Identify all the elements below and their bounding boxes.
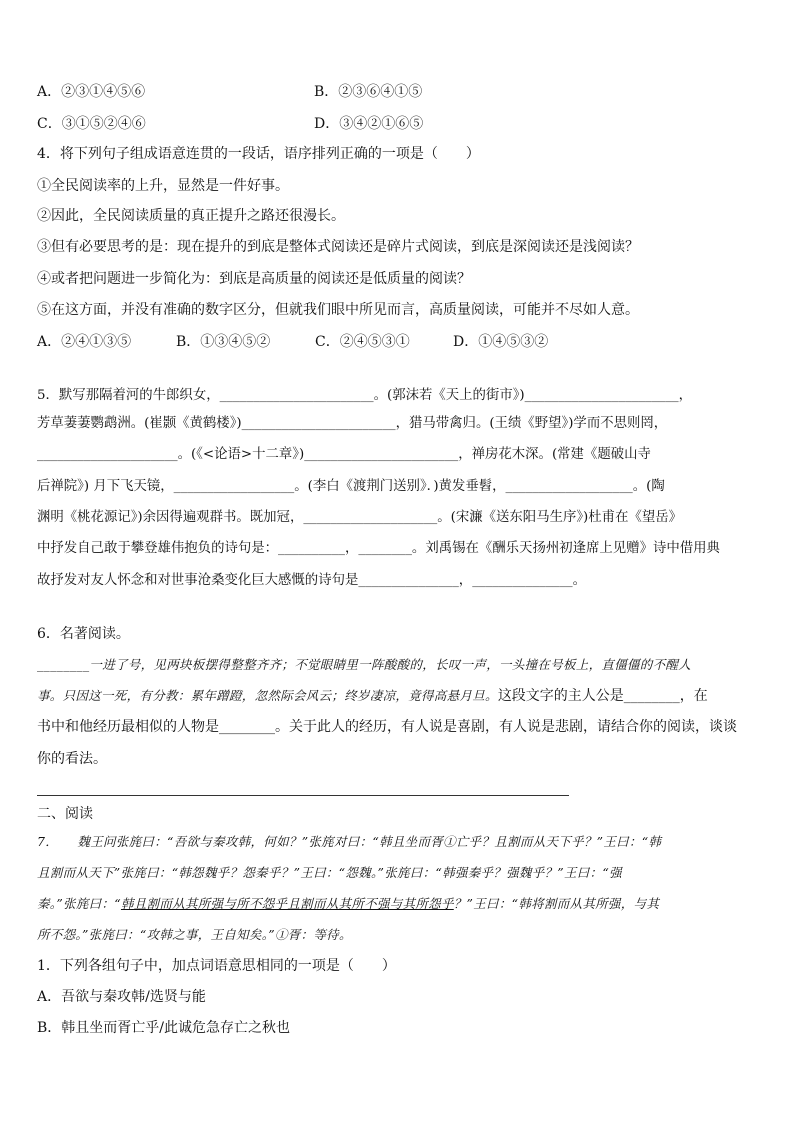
passage-line-2: 且割而从天下”张旄曰：“韩怨魏乎？怨秦乎？”王曰：“怨魏。”张旄曰：“韩强秦乎？强魏乎？”王曰：“强 (37, 865, 622, 880)
sub-question-option-b: B．韩且坐而胥亡乎/此诚危急存亡之秋也 (37, 1020, 291, 1036)
q5-line-3: _____________________。(《<论语>十二章》)_______________________，禅房花木深。(常建《题破山寺 (37, 447, 651, 462)
q4-option-b: B．①③④⑤② (176, 334, 271, 350)
q5-line-6: 中抒发自己敢于攀登雄伟抱负的诗句是：__________，________。刘禹锡在《酬乐天扬州初逢席上见赠》诗中借用典 (37, 541, 720, 556)
q4-sentence-2: ②因此，全民阅读质量的真正提升之路还很漫长。 (37, 208, 345, 224)
q4-option-a: A．②④①③⑤ (37, 334, 132, 350)
passage-text: ？”王曰：“韩将割而从其所强，与其 (453, 896, 660, 911)
q4-stem: 4．将下列句子组成语意连贯的一段话，语序排列正确的一项是（ ） (37, 146, 480, 162)
section-title: 二、阅读 (37, 806, 93, 822)
q5-line-5: 渊明《桃花源记》)余因得遍观群书。既加冠，____________________。(宋濂《送东阳马生序》)杜甫在《望岳》 (37, 510, 683, 525)
underlined-sentence: 韩且割而从其所强与所不怨乎且割而从其所不强与其所怨乎 (120, 896, 454, 911)
passage-text: 秦。”张旄曰：“ (37, 896, 121, 911)
q5-line-2: 芳草萋萋鹦鹉洲。(崔颢《黄鹤楼》)_______________________，猎马带禽归。(王绩《野望》)学而不思则罔， (37, 416, 668, 431)
q6-passage-quote: 事。只因这一死，有分教：累年蹭蹬，忽然际会风云；终岁凄凉，竟得高悬月旦。 (37, 688, 498, 703)
q5-line-1: 5．默写那隔着河的牛郎织女，_______________________。(郭沫若《天上的街市》)_______________________， (37, 388, 693, 403)
q3-option-b: B．②③⑥④①⑤ (314, 84, 423, 100)
q4-sentence-1: ①全民阅读率的上升，显然是一件好事。 (37, 178, 289, 194)
q4-sentence-3: ③但有必要思考的是：现在提升的到底是整体式阅读还是碎片式阅读，到底是深阅读还是浅阅读？ (37, 239, 639, 255)
q6-title: 6．名著阅读。 (37, 626, 130, 642)
q6-passage-line-2 (37, 686, 708, 706)
q6-passage-line-1: ________一进了号，见两块板摆得整整齐齐；不觉眼睛里一阵酸酸的，长叹一声，一头撞在号板上，直僵僵的不醒人 (37, 657, 692, 672)
q4-sentence-4: ④或者把问题进一步简化为：到底是高质量的阅读还是低质量的阅读？ (37, 271, 471, 287)
q4-option-d: D．①④⑤③② (453, 334, 549, 350)
q4-option-c: C．②④⑤③① (315, 334, 410, 350)
sub-question-option-a: A．吾欲与秦攻韩/选贤与能 (37, 989, 206, 1005)
q3-option-c: C．③①⑤②④⑥ (37, 116, 146, 132)
q6-line-4: 你的看法。 (37, 751, 107, 767)
passage-line-1: 7． 魏王问张旄曰：“吾欲与秦攻韩，何如？”张旄对曰：“韩且坐而胥①亡乎？且割而从天下乎？”王曰：“韩 (37, 834, 662, 849)
q3-option-a: A．②③①④⑤⑥ (37, 84, 146, 100)
sub-question-1: 1．下列各组句子中，加点词语意思相同的一项是（ ） (37, 958, 396, 974)
passage-line-3 (37, 894, 659, 914)
q6-line-3: 书中和他经历最相似的人物是________。关于此人的经历，有人说是喜剧，有人说是悲剧，请结合你的阅读，谈谈 (37, 719, 737, 735)
passage-line-4: 所不怨。”张旄曰：“攻韩之事，王自知矣。”①胥：等待。 (37, 927, 352, 942)
q3-option-d: D．③④②①⑥⑤ (314, 116, 424, 132)
q5-line-4: 后禅院》) 月下飞天镜，__________________。(李白《渡荆门送别》．)黄发垂髫，___________________。(陶 (37, 479, 665, 494)
section-divider (37, 795, 569, 796)
q6-question-part: 这段文字的主人公是________，在 (497, 688, 708, 704)
q4-sentence-5: ⑤在这方面，并没有准确的数字区分，但就我们眼中所见而言，高质量阅读，可能并不尽如人意。 (37, 302, 639, 318)
q5-line-7: 故抒发对友人怀念和对世事沧桑变化巨大感慨的诗句是_______________，_______________。 (37, 573, 587, 588)
